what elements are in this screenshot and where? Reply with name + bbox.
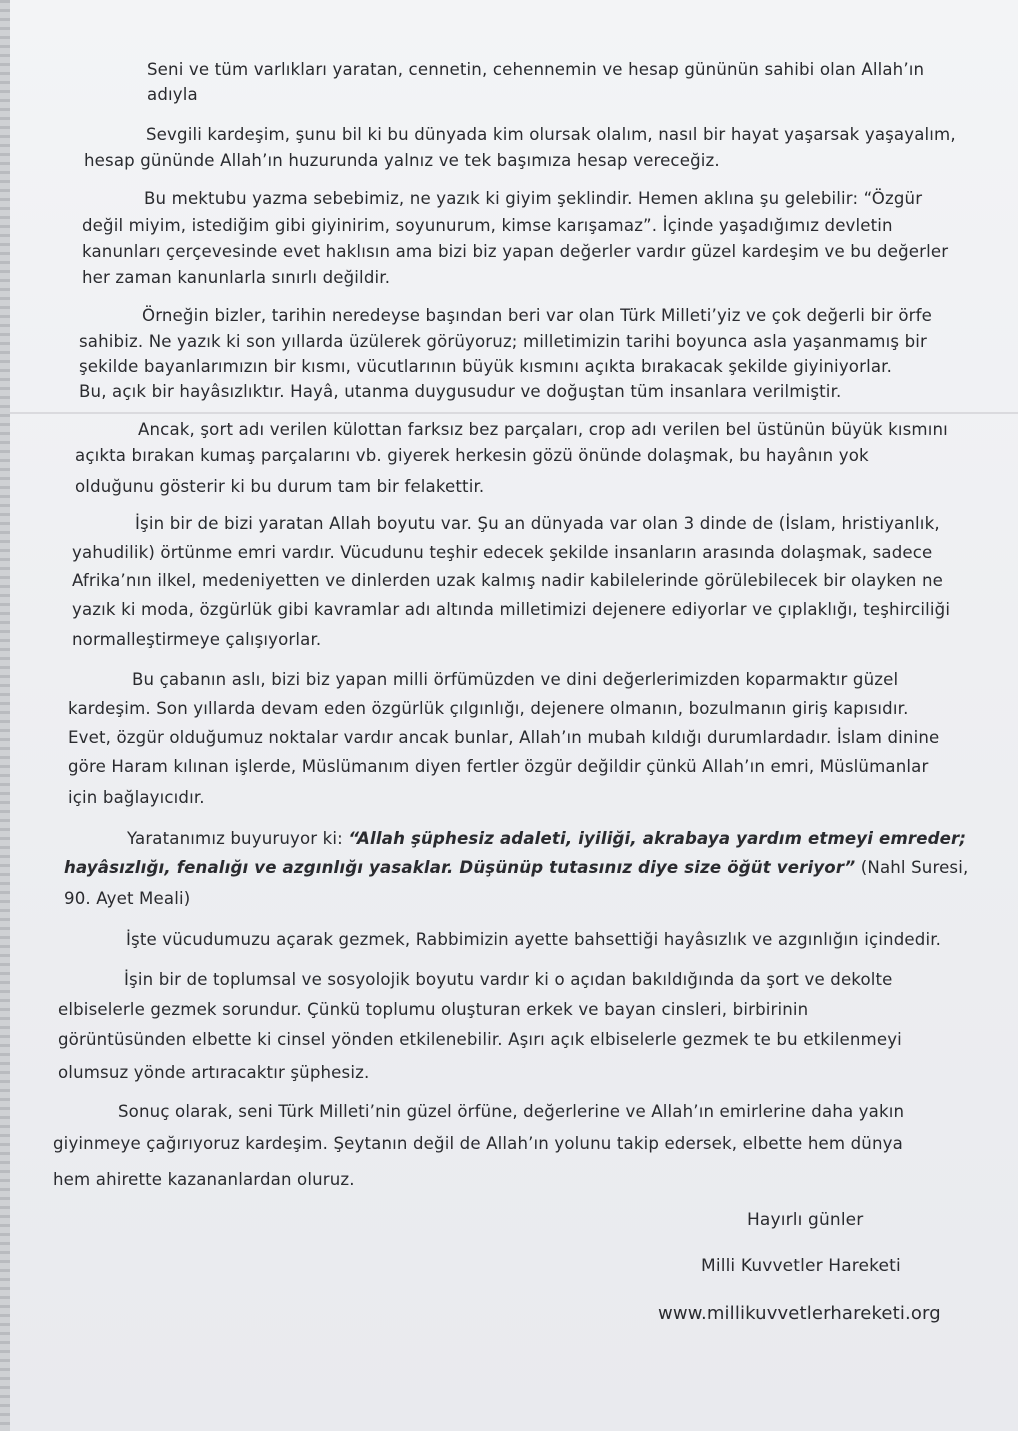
text-line: olumsuz yönde artıracaktır şüphesiz. bbox=[58, 1063, 370, 1082]
text-line: Bu çabanın aslı, bizi biz yapan milli örfümüzden ve dini değerlerimizden koparmaktır güzel bbox=[132, 670, 899, 689]
text-line: Örneğin bizler, tarihin neredeyse başından beri var olan Türk Milleti’yiz ve çok değerli bir örfe bbox=[142, 306, 932, 325]
text-line: Sevgili kardeşim, şunu bil ki bu dünyada kim olursak olalım, nasıl bir hayat yaşarsak yaşayalım, bbox=[146, 125, 956, 144]
binder-edge bbox=[0, 0, 10, 1431]
closing-greeting: Hayırlı günler bbox=[747, 1210, 864, 1230]
text-line bbox=[127, 829, 966, 848]
text-line: kanunları çerçevesinde evet haklısın ama bizi biz yapan değerler vardır güzel kardeşim ve bu değerler bbox=[82, 242, 949, 261]
text-line: Afrika’nın ilkel, medeniyetten ve dinlerden uzak kalmış nadir kabilelerinde görülebilecek bir olayken ne bbox=[72, 571, 944, 590]
quote-intro: Yaratanımız buyuruyor ki: bbox=[127, 829, 349, 848]
text-line: Seni ve tüm varlıkları yaratan, cennetin, cehennemin ve hesap gününün sahibi olan Allah’ın bbox=[147, 60, 925, 79]
text-line: 90. Ayet Meali) bbox=[64, 889, 191, 908]
text-line: Bu mektubu yazma sebebimiz, ne yazık ki giyim şeklindir. Hemen aklına şu gelebilir: “Özgür bbox=[144, 189, 923, 208]
website-url: www.millikuvvetlerhareketi.org bbox=[658, 1303, 941, 1324]
text-line: olduğunu gösterir ki bu durum tam bir felakettir. bbox=[75, 477, 485, 496]
text-line: Ancak, şort adı verilen külottan farksız bez parçaları, crop adı verilen bel üstünün büyük kısmını bbox=[138, 420, 948, 439]
text-line: göre Haram kılınan işlerde, Müslümanım diyen fertler özgür değildir çünkü Allah’ın emri, Müslümanlar bbox=[68, 757, 929, 776]
organization-name: Milli Kuvvetler Hareketi bbox=[701, 1256, 901, 1276]
verse-quote: hayâsızlığı, fenalığı ve azgınlığı yasaklar. Düşünüp tutasınız diye size öğüt veriyor” bbox=[64, 858, 856, 877]
text-line: elbiselerle gezmek sorundur. Çünkü toplumu oluşturan erkek ve bayan cinsleri, birbirinin bbox=[58, 1000, 809, 1019]
text-line: değil miyim, istediğim gibi giyinirim, soyunurum, kimse karışamaz”. İçinde yaşadığımız devletin bbox=[82, 216, 893, 235]
text-line: giyinmeye çağırıyoruz kardeşim. Şeytanın değil de Allah’ın yolunu takip edersek, elbette hem dünya bbox=[53, 1134, 903, 1153]
text-line: İşte vücudumuzu açarak gezmek, Rabbimizin ayette bahsettiği hayâsızlık ve azgınlığın içindedir. bbox=[126, 930, 942, 949]
text-line: açıkta bırakan kumaş parçalarını vb. giyerek herkesin gözü önünde dolaşmak, bu hayânın yok bbox=[75, 446, 869, 465]
text-line: şekilde bayanlarımızın bir kısmı, vücutlarının büyük kısmını açıkta bırakacak şekilde giyiniyorlar. bbox=[79, 357, 893, 376]
text-line: yahudilik) örtünme emri vardır. Vücudunu teşhir edecek şekilde insanların arasında dolaşmak, sadece bbox=[72, 543, 933, 562]
text-line: adıyla bbox=[147, 85, 198, 104]
text-line: yazık ki moda, özgürlük gibi kavramlar adı altında milletimizi dejenere ediyorlar ve çıplaklığı, teşhirciliği bbox=[72, 600, 951, 619]
text-line: hem ahirette kazananlardan oluruz. bbox=[53, 1170, 355, 1189]
text-line bbox=[64, 858, 968, 877]
text-line: Bu, açık bir hayâsızlıktır. Hayâ, utanma duygusudur ve doğuştan tüm insanlara verilmiştir. bbox=[79, 382, 842, 401]
paper-fold bbox=[10, 412, 1018, 414]
verse-reference: (Nahl Suresi, bbox=[855, 858, 969, 877]
text-line: Evet, özgür olduğumuz noktalar vardır ancak bunlar, Allah’ın mubah kıldığı durumlardadır. İslam dinine bbox=[68, 728, 940, 747]
text-line: Sonuç olarak, seni Türk Milleti’nin güzel örfüne, değerlerine ve Allah’ın emirlerine daha yakın bbox=[118, 1102, 905, 1121]
text-line: her zaman kanunlarla sınırlı değildir. bbox=[82, 268, 391, 287]
text-line: görüntüsünden elbette ki cinsel yönden etkilenebilir. Aşırı açık elbiselerle gezmek te bu etkilenmeyi bbox=[58, 1030, 902, 1049]
text-line: normalleştirmeye çalışıyorlar. bbox=[72, 630, 322, 649]
verse-quote: “Allah şüphesiz adaleti, iyiliği, akrabaya yardım etmeyi emreder; bbox=[348, 829, 967, 848]
text-line: İşin bir de toplumsal ve sosyolojik boyutu vardır ki o açıdan bakıldığında da şort ve dekolte bbox=[124, 970, 893, 989]
text-line: hesap gününde Allah’ın huzurunda yalnız ve tek başımıza hesap vereceğiz. bbox=[84, 151, 720, 170]
text-line: İşin bir de bizi yaratan Allah boyutu var. Şu an dünyada var olan 3 dinde de (İslam, hristiyanlık, bbox=[135, 514, 940, 533]
text-line: için bağlayıcıdır. bbox=[68, 788, 205, 807]
text-line: sahibiz. Ne yazık ki son yıllarda üzülerek görüyoruz; milletimizin tarihi boyunca asla yaşanmamış bir bbox=[79, 332, 928, 351]
text-line: kardeşim. Son yıllarda devam eden özgürlük çılgınlığı, dejenere olmanın, bozulmanın giriş kapısıdır. bbox=[68, 699, 909, 718]
